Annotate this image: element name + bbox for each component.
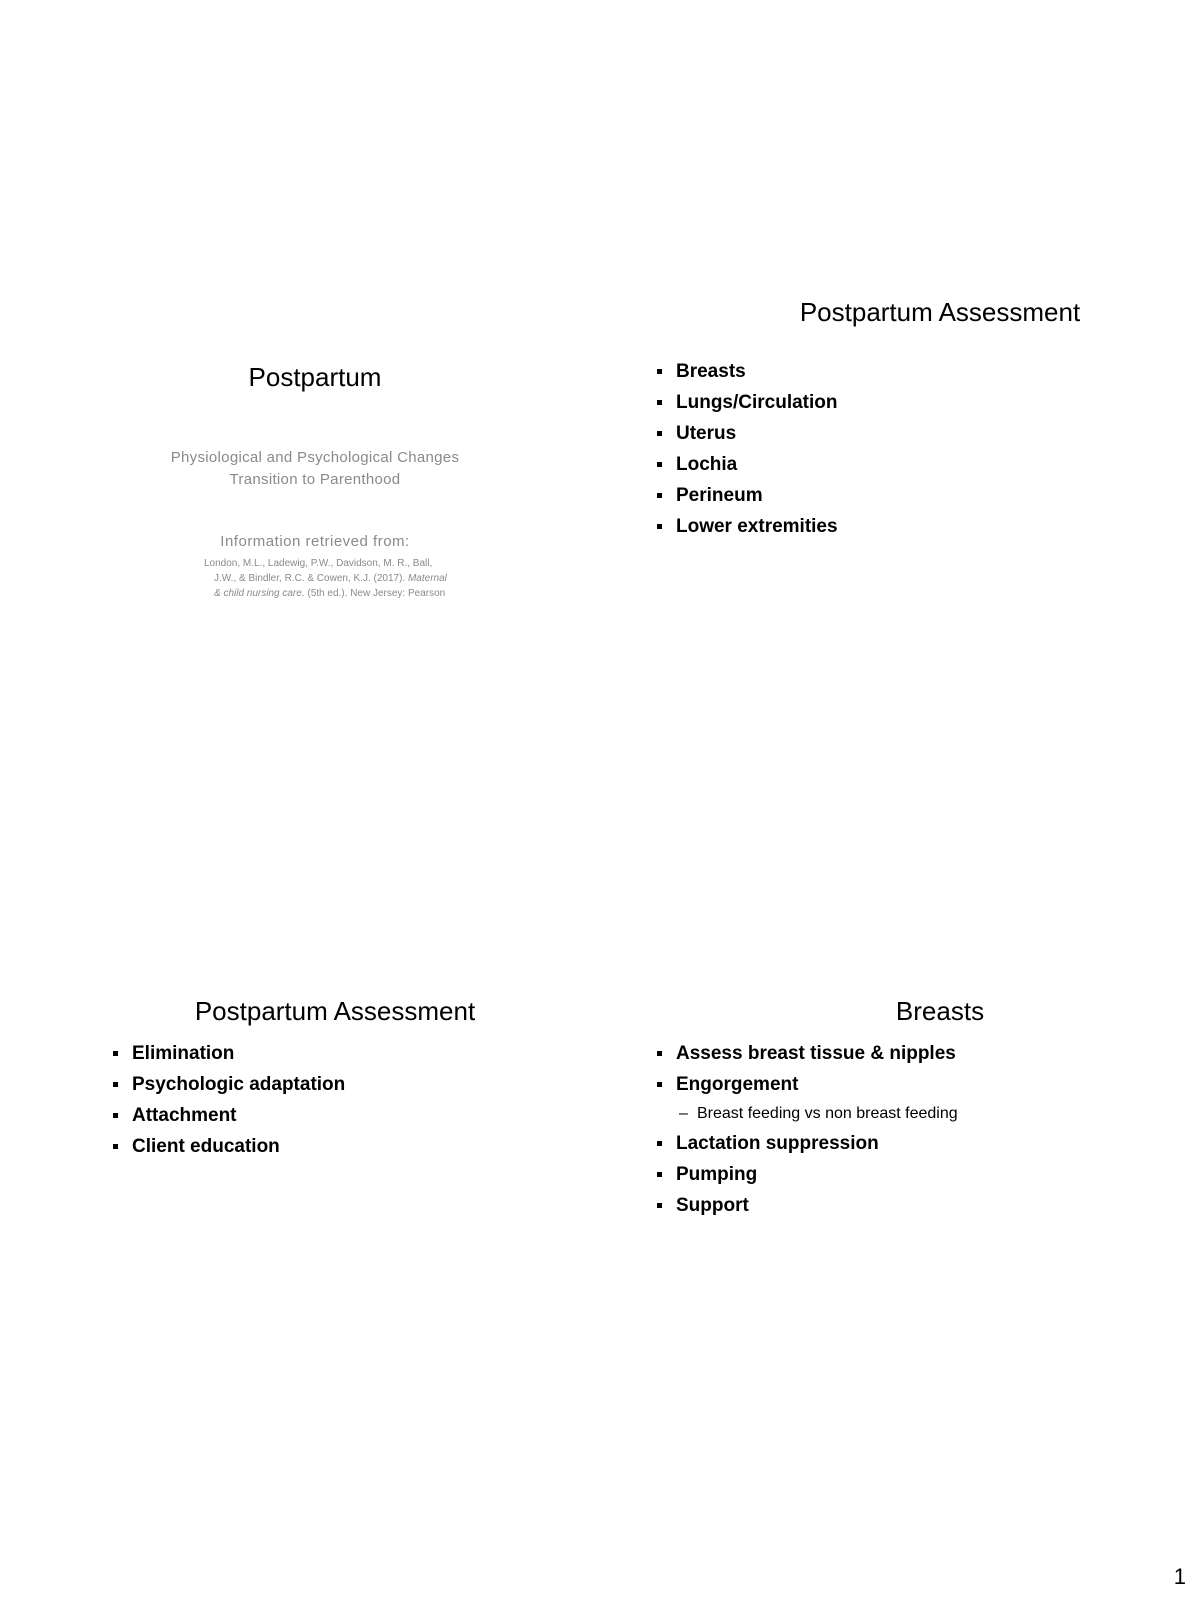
retrieved-label: Information retrieved from: [220, 533, 410, 550]
subtitle-line: Transition to Parenthood [229, 471, 401, 488]
bullet-marker [657, 369, 662, 374]
slide-postpartum-assessment-2 [0, 700, 600, 1400]
slide-subtitle [150, 447, 480, 491]
bullet-item [657, 356, 838, 387]
bullet-text: Uterus [676, 423, 737, 444]
bullet-item [113, 1100, 345, 1131]
bullet-marker [657, 462, 662, 467]
bullet-item [657, 1190, 958, 1221]
slide-postpartum-assessment-1 [600, 0, 1200, 700]
bullet-text: Elimination [132, 1043, 235, 1064]
bullet-item [657, 1069, 958, 1100]
bullet-list [657, 356, 838, 542]
bullet-text: Breasts [676, 361, 746, 382]
bullet-text: Perineum [676, 485, 763, 506]
bullet-item [113, 1038, 345, 1069]
bullet-marker [657, 493, 662, 498]
bullet-marker [657, 1172, 662, 1177]
bullet-text: Assess breast tissue & nipples [676, 1043, 956, 1064]
bullet-text: Lactation suppression [676, 1133, 879, 1154]
bullet-item [657, 480, 838, 511]
bullet-item [657, 511, 838, 542]
bullet-marker [113, 1113, 118, 1118]
bullet-list [657, 1038, 958, 1221]
bullet-marker [657, 400, 662, 405]
page-number: 1 [1173, 1564, 1186, 1589]
bullet-text: Attachment [132, 1105, 237, 1126]
bullet-item [657, 387, 838, 418]
slide-title: Postpartum Assessment [194, 996, 476, 1026]
bullet-marker [113, 1051, 118, 1056]
bullet-list [113, 1038, 345, 1162]
dash-marker: – [679, 1105, 688, 1122]
citation-text: (5th ed.). New Jersey: Pearson [307, 588, 446, 599]
bullet-marker [657, 1141, 662, 1146]
bullet-item [657, 1038, 958, 1069]
subtitle-line: Physiological and Psychological Changes [170, 449, 460, 466]
bullet-item [657, 418, 838, 449]
bullet-text: Client education [132, 1136, 280, 1157]
sub-bullet-item [657, 1100, 958, 1128]
slide-title: Postpartum [248, 362, 382, 392]
bullet-item [113, 1069, 345, 1100]
slide-title: Breasts [895, 996, 985, 1026]
bullet-marker [657, 1203, 662, 1208]
bullet-item [657, 1128, 958, 1159]
bullet-text: Pumping [676, 1164, 758, 1185]
bullet-text: Lungs/Circulation [676, 392, 838, 413]
bullet-item [657, 1159, 958, 1190]
bullet-text: Lower extremities [676, 516, 838, 537]
slide-title: Postpartum Assessment [799, 297, 1081, 327]
bullet-marker [657, 1082, 662, 1087]
slide-postpartum-title [0, 0, 600, 700]
citation-italic: Maternal [407, 573, 447, 584]
bullet-text: Lochia [676, 454, 738, 475]
citation-line: London, M.L., Ladewig, P.W., Davidson, M. R., Ball, [204, 558, 433, 569]
bullet-text: Support [676, 1195, 749, 1216]
bullet-text: Breast feeding vs non breast feeding [697, 1105, 958, 1122]
bullet-text: Psychologic adaptation [132, 1074, 346, 1095]
bullet-item [657, 449, 838, 480]
bullet-marker [113, 1144, 118, 1149]
slide-breasts [600, 700, 1200, 1400]
bullet-marker [657, 524, 662, 529]
bullet-item [113, 1131, 345, 1162]
citation-text: J.W., & Bindler, R.C. & Cowen, K.J. (2017). [214, 573, 406, 584]
bullet-marker [657, 1051, 662, 1056]
citation [204, 556, 484, 601]
bullet-text: Engorgement [676, 1074, 799, 1095]
citation-italic: & child nursing care. [214, 588, 305, 599]
citation-line [204, 586, 484, 601]
bullet-marker [657, 431, 662, 436]
citation-line [204, 571, 484, 586]
bullet-marker [113, 1082, 118, 1087]
